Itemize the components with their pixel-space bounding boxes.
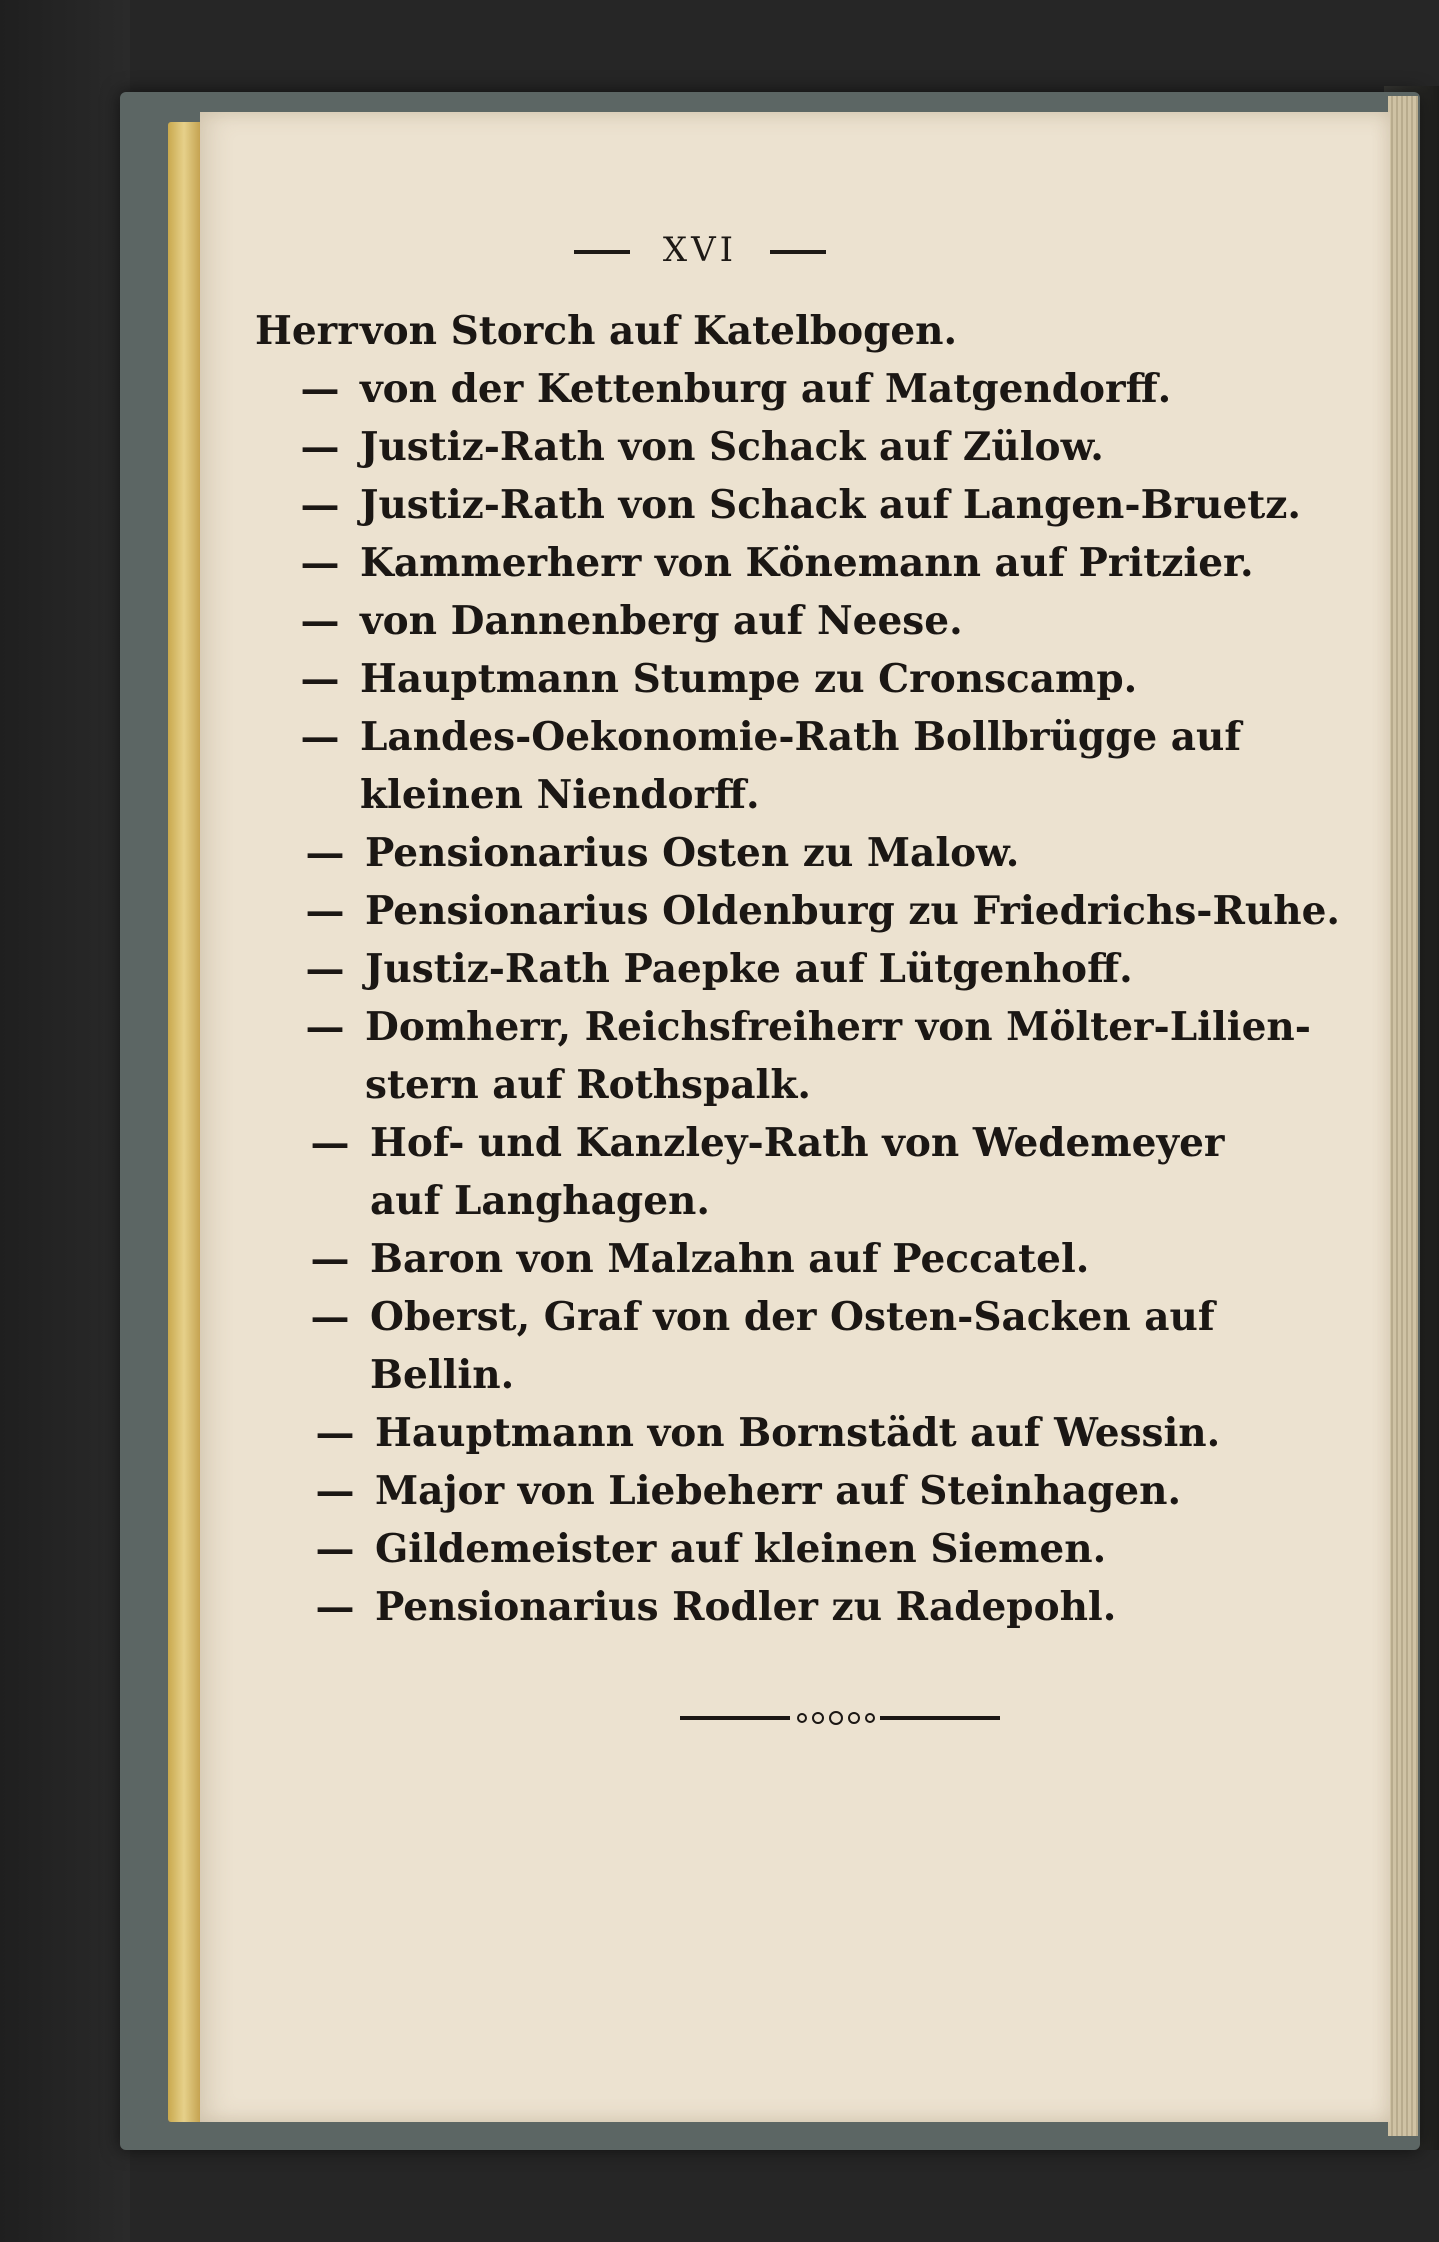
entry-continuation: stern auf Rothspalk. bbox=[365, 1062, 811, 1108]
entry-lead: — bbox=[300, 482, 340, 528]
entry-text: Baron von Malzahn auf Peccatel. bbox=[370, 1236, 1090, 1282]
page-edges bbox=[1388, 96, 1418, 2136]
ornament-rule-left bbox=[680, 1716, 790, 1720]
entry-continuation: kleinen Niendorff. bbox=[360, 772, 760, 818]
ornament-ring bbox=[866, 1714, 874, 1722]
entry-lead: — bbox=[300, 540, 340, 586]
entry-text: Gildemeister auf kleinen Siemen. bbox=[375, 1526, 1107, 1572]
entry-lead: — bbox=[315, 1584, 355, 1630]
entry-text: Justiz-Rath Paepke auf Lütgenhoff. bbox=[365, 946, 1133, 992]
ornament-ring bbox=[813, 1713, 823, 1723]
entry-text: Landes-Oekonomie-Rath Bollbrügge auf bbox=[360, 714, 1242, 760]
entry-text: Major von Liebeherr auf Steinhagen. bbox=[375, 1468, 1182, 1514]
entry-lead: — bbox=[300, 366, 340, 412]
entry-lead: — bbox=[310, 1236, 350, 1282]
entry-text: Pensionarius Osten zu Malow. bbox=[365, 830, 1020, 876]
entry-text: Hof- und Kanzley-Rath von Wedemeyer bbox=[370, 1120, 1225, 1166]
entry-text: Kammerherr von Könemann auf Pritzier. bbox=[360, 540, 1254, 586]
entry-text: Domherr, Reichsfreiherr von Mölter-Lilien- bbox=[365, 1004, 1311, 1050]
entry-lead: — bbox=[305, 888, 345, 934]
entry-lead: — bbox=[300, 714, 340, 760]
entry-text: von Dannenberg auf Neese. bbox=[360, 598, 963, 644]
entry-text: Justiz-Rath von Schack auf Langen-Bruetz. bbox=[360, 482, 1302, 528]
entry-text: Justiz-Rath von Schack auf Zülow. bbox=[360, 424, 1104, 470]
entry-lead: — bbox=[310, 1120, 350, 1166]
entry-text: Hauptmann Stumpe zu Cronscamp. bbox=[360, 656, 1138, 702]
entry-continuation: auf Langhagen. bbox=[370, 1178, 710, 1224]
entry-continuation: Bellin. bbox=[370, 1352, 515, 1398]
entry-text: von der Kettenburg auf Matgendorff. bbox=[360, 366, 1172, 412]
entry-lead: — bbox=[300, 424, 340, 470]
ornament-rule-right bbox=[880, 1716, 1000, 1720]
ornament-ring bbox=[849, 1713, 859, 1723]
entry-lead: — bbox=[305, 1004, 345, 1050]
entry-text: Pensionarius Rodler zu Radepohl. bbox=[375, 1584, 1117, 1630]
entry-lead: — bbox=[315, 1410, 355, 1456]
entry-text: Hauptmann von Bornstädt auf Wessin. bbox=[375, 1410, 1221, 1456]
entry-text: Pensionarius Oldenburg zu Friedrichs-Ruhe. bbox=[365, 888, 1340, 934]
entry-lead: — bbox=[315, 1526, 355, 1572]
entry-lead: Herr bbox=[255, 308, 358, 354]
background-left bbox=[0, 0, 130, 2242]
ornament-ring bbox=[798, 1714, 806, 1722]
entry-lead: — bbox=[310, 1294, 350, 1340]
end-ornament bbox=[680, 1708, 1000, 1728]
entry-lead: — bbox=[300, 598, 340, 644]
entry-lead: — bbox=[300, 656, 340, 702]
entry-text: Oberst, Graf von der Osten-Sacken auf bbox=[370, 1294, 1215, 1340]
entry-lead: — bbox=[305, 946, 345, 992]
page-number: XVI bbox=[662, 230, 738, 270]
entry-text: von Storch auf Katelbogen. bbox=[360, 308, 958, 354]
book-page bbox=[200, 112, 1390, 2122]
ornament-ring bbox=[830, 1712, 842, 1724]
entry-lead: — bbox=[305, 830, 345, 876]
entry-lead: — bbox=[315, 1468, 355, 1514]
entry-list bbox=[200, 112, 1390, 2122]
